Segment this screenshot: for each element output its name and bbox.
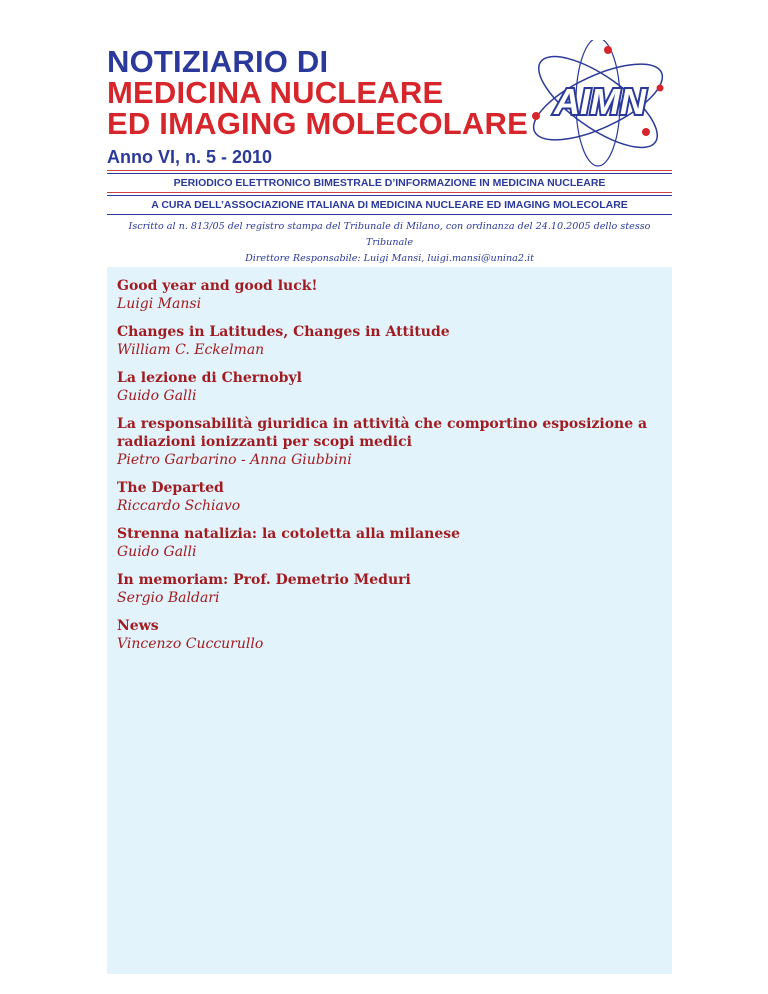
article-author: Vincenzo Cuccurullo [117,636,264,652]
toc-item[interactable] [117,323,662,359]
toc-item[interactable] [117,415,662,469]
aimn-logo [510,40,680,170]
toc-item[interactable] [117,277,662,313]
director-line: Direttore Responsabile: Luigi Mansi, luigi.mansi@unina2.it [245,253,534,264]
toc-item[interactable] [117,617,662,653]
article-author: Riccardo Schiavo [117,498,241,514]
article-title[interactable]: In memoriam: Prof. Demetrio Meduri [117,572,411,588]
logo-text: AIMN [554,81,646,122]
toc-item[interactable] [117,571,662,607]
article-author: Guido Galli [117,544,197,560]
masthead [107,46,528,168]
article-author: Pietro Garbarino - Anna Giubbini [117,452,352,468]
toc-item[interactable] [117,369,662,405]
issue-number: Anno VI, n. 5 - 2010 [107,147,273,167]
article-author: Sergio Baldari [117,590,220,606]
article-author: Guido Galli [117,388,197,404]
article-title[interactable]: Changes in Latitudes, Changes in Attitude [117,324,450,340]
article-title[interactable]: Good year and good luck! [117,278,318,294]
article-title[interactable]: The Departed [117,480,224,496]
article-author: Luigi Mansi [117,296,202,312]
registration-line: Iscritto al n. 813/05 del registro stampa del Tribunale di Milano, con ordinanza del 24.10.2005 dello stesso Tribunale [128,221,651,248]
title-line-1: NOTIZIARIO DI [107,44,329,79]
association-line: A CURA DELL’ASSOCIAZIONE ITALIANA DI MEDICINA NUCLEARE ED IMAGING MOLECOLARE [151,199,628,211]
periodical-description: PERIODICO ELETTRONICO BIMESTRALE D’INFORMAZIONE IN MEDICINA NUCLEARE [173,177,606,189]
toc-item[interactable] [117,479,662,515]
article-title[interactable]: Strenna natalizia: la cotoletta alla milanese [117,526,461,542]
title-line-3: ED IMAGING MOLECOLARE [107,106,528,141]
article-title[interactable]: La responsabilità giuridica in attività che comportino esposizione a radiazioni ionizzanti per scopi medici [117,416,648,450]
table-of-contents [107,267,672,974]
title-line-2: MEDICINA NUCLEARE [107,75,444,110]
article-title[interactable]: La lezione di Chernobyl [117,370,302,386]
article-author: William C. Eckelman [117,342,265,358]
article-title[interactable]: News [117,618,159,634]
toc-item[interactable] [117,525,662,561]
